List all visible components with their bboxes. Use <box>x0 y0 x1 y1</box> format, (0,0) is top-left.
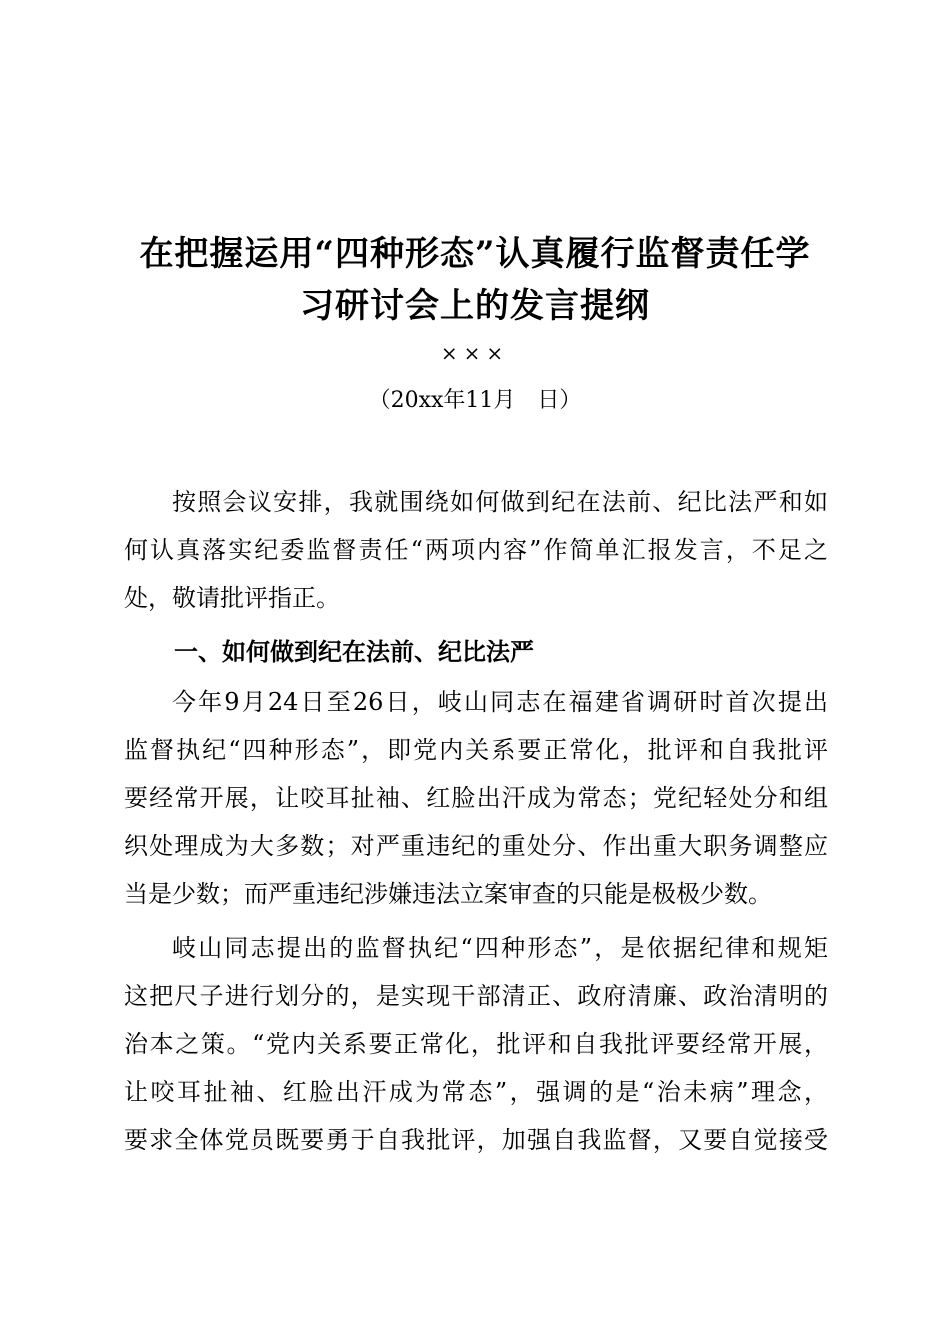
title-line-2: 习研讨会上的发言提纲 <box>300 286 650 326</box>
document-title <box>120 228 830 332</box>
text-line: 让咬耳扯袖、红脸出汗成为常态”，强调的是“治未病”理念， <box>124 1078 828 1106</box>
text-line: 要经常开展，让咬耳扯袖、红脸出汗成为常态；党纪轻处分和组 <box>124 784 828 812</box>
paragraph-explanation <box>124 924 828 1164</box>
text-line: 当是少数；而严重违纪涉嫌违法立案审查的只能是极极少数。 <box>124 880 772 908</box>
text-line: 这把尺子进行划分的，是实现干部清正、政府清廉、政治清明的 <box>124 982 828 1010</box>
text-line: 处，敬请批评指正。 <box>124 584 340 612</box>
date-line: （20xx年11月 日） <box>368 388 582 413</box>
author-placeholder: ××× <box>440 341 510 365</box>
text-line: 今年9月24日至26日，岐山同志在福建省调研时首次提出 <box>172 688 828 716</box>
text-line: 治本之策。“党内关系要正常化，批评和自我批评要经常开展， <box>124 1030 828 1058</box>
text-line: 织处理成为大多数；对严重违纪的重处分、作出重大职务调整应 <box>124 832 828 860</box>
text-line: 岐山同志提出的监督执纪“四种形态”，是依据纪律和规矩 <box>172 934 828 962</box>
text-line: 要求全体党员既要勇于自我批评，加强自我监督，又要自觉接受 <box>124 1126 828 1154</box>
text-line: 何认真落实纪委监督责任“两项内容”作简单汇报发言，不足之 <box>124 536 828 564</box>
paragraph-intro <box>124 478 828 622</box>
text-line: 监督执纪“四种形态”，即党内关系要正常化，批评和自我批评 <box>124 736 828 764</box>
title-line-1: 在把握运用“四种形态”认真履行监督责任学 <box>139 234 811 274</box>
text-line: 按照会议安排，我就围绕如何做到纪在法前、纪比法严和如 <box>172 488 828 516</box>
section-heading-1: 一、如何做到纪在法前、纪比法严 <box>174 638 534 666</box>
paragraph-four-forms <box>124 678 828 918</box>
